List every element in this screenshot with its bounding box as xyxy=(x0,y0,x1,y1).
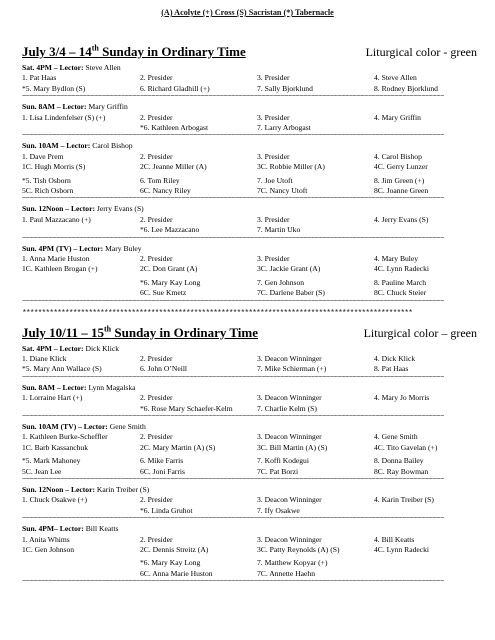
minister-cell: 7. Mike Schierman (+) xyxy=(257,364,327,374)
minister-cell: 6C. Nancy Riley xyxy=(140,186,191,195)
minister-cell: *6. Mary Kay Long xyxy=(140,277,201,287)
minister-row xyxy=(22,393,477,403)
minister-cell: 3. Presider xyxy=(257,73,290,83)
minister-cell: 2. Presider xyxy=(140,214,173,224)
lector-name: Bill Keatts xyxy=(85,524,119,534)
minister-cell: 2. Presider xyxy=(140,432,173,442)
mass-divider: ~~~~~~~~~~~~~~~~~~~~~~~~~~~~~~~~~~~~~~~~~~~~~~~~~~~~~~~~~~~~~~~~~~~~~~~~~~~~~~~~~~~~~~~~~~~~~~~~~~~~~~~~~~~~~~~ xyxy=(22,235,444,242)
minister-cell: 4C. Gerry Lunzer xyxy=(374,162,428,172)
minister-cell: 4. Karin Treiber (S) xyxy=(374,495,434,505)
minister-cell: *6. Rose Mary Schaefer-Kelm xyxy=(140,403,233,413)
minister-cell: *6. Linda Gruhot xyxy=(140,505,193,515)
minister-cell: 7. Ify Osakwe xyxy=(257,505,300,515)
sunday-heading xyxy=(22,44,477,60)
minister-row xyxy=(22,84,477,94)
minister-cell: 6. Tom Riley xyxy=(140,175,180,185)
lector-name: Mary Buley xyxy=(105,243,142,253)
minister-row xyxy=(22,152,477,162)
mass-divider: ~~~~~~~~~~~~~~~~~~~~~~~~~~~~~~~~~~~~~~~~~~~~~~~~~~~~~~~~~~~~~~~~~~~~~~~~~~~~~~~~~~~~~~~~~~~~~~~~~~~~~~~~~~~~~~~ xyxy=(22,414,444,420)
minister-cell: *5. Mary Bydlon (S) xyxy=(22,83,86,93)
minister-row xyxy=(22,456,477,466)
minister-cell: 7C. Pat Borzi xyxy=(257,466,299,476)
minister-cell: 4C. Tito Gavelan (+) xyxy=(374,442,438,452)
minister-cell: 7. Larry Arbogast xyxy=(257,123,311,132)
mass-time: Sat. 4PM – Lector: Dick Klick xyxy=(22,343,120,353)
mass-time: Sat. 4PM – Lector: Steve Allen xyxy=(22,63,121,72)
minister-cell: 1C. Hugh Morris (S) xyxy=(22,162,86,172)
minister-cell: 8. Jim Green (+) xyxy=(374,175,425,185)
minister-cell: 7C. Darlene Baber (S) xyxy=(257,288,325,298)
minister-cell: 2. Presider xyxy=(140,151,173,161)
minister-cell: 6C. Sue Kmetz xyxy=(140,288,187,298)
minister-cell: 6C. Joni Farris xyxy=(140,466,185,476)
minister-cell: 8. Rodney Bjorklund xyxy=(374,83,438,93)
minister-cell: 1C. Kathleen Brogan (+) xyxy=(22,264,98,274)
minister-cell: 6. John O’Neill xyxy=(140,364,188,374)
mass-time: Sun. 8AM – Lector: Lynn Magalska xyxy=(22,382,136,392)
minister-cell: 2. Presider xyxy=(140,534,173,544)
lector-name: Gene Smith xyxy=(109,422,146,431)
minister-cell: 3. Deacon Winninger xyxy=(257,354,322,363)
mass-time-lector xyxy=(22,204,477,214)
mass-time-lector xyxy=(22,383,477,393)
minister-row xyxy=(22,288,477,298)
minister-cell: 8. Pauline March xyxy=(374,277,427,287)
minister-cell: 3C. Bill Martin (A) (S) xyxy=(257,442,328,452)
minister-cell: 7C. Nancy Utoft xyxy=(257,186,308,195)
minister-cell: 7. Martin Uko xyxy=(257,225,301,235)
minister-cell: 2. Presider xyxy=(140,112,173,122)
minister-row xyxy=(22,354,477,364)
minister-cell: 4. Steve Allen xyxy=(374,73,417,83)
mass-time-lector xyxy=(22,244,477,254)
mass-time-lector xyxy=(22,102,477,112)
minister-row xyxy=(22,215,477,225)
minister-row xyxy=(22,225,477,235)
minister-row xyxy=(22,569,477,579)
minister-cell: 3. Presider xyxy=(257,254,290,263)
mass-time: Sun. 12Noon – Lector: Karin Treiber (S) xyxy=(22,485,150,494)
minister-row xyxy=(22,162,477,172)
minister-cell: 4. Dick Klick xyxy=(374,354,416,363)
sunday-title: July 3/4 – 14th Sunday in Ordinary Time xyxy=(22,43,246,59)
mass-time: Sun. 4PM (TV) – Lector: Mary Buley xyxy=(22,243,142,253)
mass-divider: ~~~~~~~~~~~~~~~~~~~~~~~~~~~~~~~~~~~~~~~~~~~~~~~~~~~~~~~~~~~~~~~~~~~~~~~~~~~~~~~~~~~~~~~~~~~~~~~~~~~~~~~~~~~~~~~ xyxy=(22,196,444,203)
minister-cell: 2C. Mary Martin (A) (S) xyxy=(140,442,216,452)
minister-cell: 1. Lorraine Hart (+) xyxy=(22,393,83,403)
minister-cell: 1. Pat Haas xyxy=(22,73,57,83)
minister-cell: 3. Deacon Winninger xyxy=(257,495,322,505)
minister-cell: 6C. Anna Marie Huston xyxy=(140,568,213,578)
mass-divider: ~~~~~~~~~~~~~~~~~~~~~~~~~~~~~~~~~~~~~~~~~~~~~~~~~~~~~~~~~~~~~~~~~~~~~~~~~~~~~~~~~~~~~~~~~~~~~~~~~~~~~~~~~~~~~~~ xyxy=(22,374,444,381)
minister-cell: 7. Koffi Kodegui xyxy=(257,456,309,466)
minister-cell: *5. Tish Osborn xyxy=(22,175,71,185)
minister-cell: 3C. Robbie Miller (A) xyxy=(257,162,325,172)
liturgical-color: Liturgical color – green xyxy=(363,325,477,340)
minister-cell: 3. Presider xyxy=(257,214,290,224)
minister-cell: 4. Mary Griffin xyxy=(374,112,421,122)
minister-row xyxy=(22,443,477,453)
minister-cell: 8C. Ray Bowman xyxy=(374,466,429,476)
mass-divider: ~~~~~~~~~~~~~~~~~~~~~~~~~~~~~~~~~~~~~~~~~~~~~~~~~~~~~~~~~~~~~~~~~~~~~~~~~~~~~~~~~~~~~~~~~~~~~~~~~~~~~~~~~~~~~~~ xyxy=(22,477,444,483)
minister-cell: 4. Bill Keatts xyxy=(374,534,415,544)
mass-time-lector xyxy=(22,422,477,432)
mass-time-lector xyxy=(22,344,477,354)
minister-row xyxy=(22,467,477,477)
minister-cell: *5. Mark Mahoney xyxy=(22,456,81,466)
mass-divider: ~~~~~~~~~~~~~~~~~~~~~~~~~~~~~~~~~~~~~~~~~~~~~~~~~~~~~~~~~~~~~~~~~~~~~~~~~~~~~~~~~~~~~~~~~~~~~~~~~~~~~~~~~~~~~~~ xyxy=(22,133,444,140)
mass-time-lector xyxy=(22,485,477,495)
mass-divider: ~~~~~~~~~~~~~~~~~~~~~~~~~~~~~~~~~~~~~~~~~~~~~~~~~~~~~~~~~~~~~~~~~~~~~~~~~~~~~~~~~~~~~~~~~~~~~~~~~~~~~~~~~~~~~~~ xyxy=(22,579,444,586)
lector-name: Karin Treiber (S) xyxy=(96,485,150,494)
mass-time: Sun. 12Noon – Lector: Jerry Evans (S) xyxy=(22,204,144,214)
minister-cell: 5C. Jean Lee xyxy=(22,466,62,476)
minister-cell: 1. Anita Whims xyxy=(22,534,70,544)
minister-cell: 1. Lisa Lindenfelser (S) (+) xyxy=(22,112,106,122)
minister-cell: 2. Presider xyxy=(140,393,173,403)
role-legend: (A) Acolyte (+) Cross (S) Sacristan (*) Tabernacle xyxy=(161,8,334,17)
minister-cell: 1. Chuck Osakwe (+) xyxy=(22,495,88,505)
minister-row xyxy=(22,506,477,516)
minister-cell: 4C. Lynn Radecki xyxy=(374,264,430,274)
minister-cell: 3. Presider xyxy=(257,112,290,122)
minister-cell: 3. Deacon Winninger xyxy=(257,432,322,442)
mass-divider: ~~~~~~~~~~~~~~~~~~~~~~~~~~~~~~~~~~~~~~~~~~~~~~~~~~~~~~~~~~~~~~~~~~~~~~~~~~~~~~~~~~~~~~~~~~~~~~~~~~~~~~~~~~~~~~~ xyxy=(22,94,444,101)
minister-cell: 7. Sally Bjorklund xyxy=(257,83,313,93)
lector-name: Carol Bishop xyxy=(92,141,133,151)
minister-row xyxy=(22,404,477,414)
minister-cell: 8C. Joanne Green xyxy=(374,186,429,195)
minister-cell: 2. Presider xyxy=(140,495,173,505)
minister-cell: 7C. Annette Haehn xyxy=(257,568,315,578)
ordinal-suffix: th xyxy=(91,43,99,53)
minister-cell: 2C. Dennis Streitz (A) xyxy=(140,545,209,554)
minister-cell: 4C. Lynn Radecki xyxy=(374,545,430,554)
minister-row xyxy=(22,545,477,555)
minister-row xyxy=(22,254,477,264)
mass-time-lector xyxy=(22,141,477,151)
sunday-heading xyxy=(22,325,477,341)
minister-cell: 1. Kathleen Burke-Scheffler xyxy=(22,432,108,442)
minister-cell: 4. Carol Bishop xyxy=(374,151,422,161)
minister-cell: 1. Anna Marie Huston xyxy=(22,254,90,263)
minister-cell: 2C. Jeanne Miller (A) xyxy=(140,162,207,172)
mass-time: Sun. 4PM– Lector: Bill Keatts xyxy=(22,524,119,534)
mass-time-lector xyxy=(22,63,477,73)
minister-cell: 4. Gene Smith xyxy=(374,432,418,442)
minister-row xyxy=(22,176,477,186)
minister-row xyxy=(22,364,477,374)
minister-row xyxy=(22,432,477,442)
minister-cell: 7. Charlie Kelm (S) xyxy=(257,403,317,413)
minister-cell: *6. Kathleen Arbogast xyxy=(140,123,209,132)
minister-cell: 3C. Jackie Grant (A) xyxy=(257,264,321,274)
minister-row xyxy=(22,558,477,568)
minister-cell: 7. Joe Utoft xyxy=(257,175,293,185)
minister-cell: 5C. Rich Osborn xyxy=(22,186,74,195)
minister-cell: 1C. Barb Kassanchuk xyxy=(22,442,89,452)
minister-cell: 1. Diane Klick xyxy=(22,354,67,363)
minister-cell: *6. Mary Kay Long xyxy=(140,558,201,568)
minister-cell: 2. Presider xyxy=(140,354,173,363)
minister-cell: 8C. Chuck Steier xyxy=(374,288,427,298)
minister-row xyxy=(22,113,477,123)
lector-name: Jerry Evans (S) xyxy=(96,204,144,214)
minister-row xyxy=(22,73,477,83)
minister-cell: 7. Gen Johnson xyxy=(257,277,305,287)
minister-cell: 4. Mary Jo Morris xyxy=(374,393,430,403)
minister-cell: *5. Mary Ann Wallace (S) xyxy=(22,364,102,374)
mass-time: Sun. 10AM – Lector: Carol Bishop xyxy=(22,141,133,151)
minister-cell: 3C. Patty Reynolds (A) (S) xyxy=(257,545,340,554)
minister-cell: *6. Lee Mazzacano xyxy=(140,225,200,235)
mass-time: Sun. 10AM (TV) – Lector: Gene Smith xyxy=(22,422,146,431)
mass-divider: ~~~~~~~~~~~~~~~~~~~~~~~~~~~~~~~~~~~~~~~~~~~~~~~~~~~~~~~~~~~~~~~~~~~~~~~~~~~~~~~~~~~~~~~~~~~~~~~~~~~~~~~~~~~~~~~ xyxy=(22,516,444,523)
lector-name: Dick Klick xyxy=(85,343,120,353)
sunday-title: July 10/11 – 15th Sunday in Ordinary Time xyxy=(22,324,259,340)
minister-cell: 3. Deacon Winninger xyxy=(257,534,322,544)
minister-cell: 1C. Gen Johnson xyxy=(22,545,75,554)
minister-cell: 8. Pat Haas xyxy=(374,364,409,374)
minister-row xyxy=(22,264,477,274)
minister-cell: 6. Richard Gladhill (+) xyxy=(140,83,210,93)
mass-divider: ~~~~~~~~~~~~~~~~~~~~~~~~~~~~~~~~~~~~~~~~~~~~~~~~~~~~~~~~~~~~~~~~~~~~~~~~~~~~~~~~~~~~~~~~~~~~~~~~~~~~~~~~~~~~~~~ xyxy=(22,298,444,305)
minister-row xyxy=(22,186,477,196)
ordinal-suffix: th xyxy=(104,324,112,334)
liturgical-color: Liturgical color - green xyxy=(365,45,477,59)
section-divider: **************************************************************************************************** xyxy=(22,308,413,318)
mass-time: Sun. 8AM – Lector: Mary Griffin xyxy=(22,102,128,112)
minister-cell: 2C. Don Grant (A) xyxy=(140,264,198,274)
minister-cell: 4. Mary Buley xyxy=(374,254,419,263)
minister-row xyxy=(22,495,477,505)
minister-row xyxy=(22,123,477,133)
minister-cell: 2. Presider xyxy=(140,254,173,263)
minister-cell: 4. Jerry Evans (S) xyxy=(374,214,429,224)
minister-cell: 3. Deacon Winninger xyxy=(257,393,322,403)
minister-cell: 8. Donna Bailey xyxy=(374,456,424,466)
minister-cell: 2. Presider xyxy=(140,73,173,83)
lector-name: Steve Allen xyxy=(85,63,121,72)
minister-row xyxy=(22,278,477,288)
minister-cell: 6. Mike Farris xyxy=(140,456,184,466)
lector-name: Lynn Magalska xyxy=(88,382,136,392)
minister-cell: 3. Presider xyxy=(257,151,290,161)
minister-cell: 1. Dave Prem xyxy=(22,151,64,161)
lector-name: Mary Griffin xyxy=(88,102,128,112)
minister-row xyxy=(22,535,477,545)
minister-cell: 7. Matthew Kopyar (+) xyxy=(257,558,328,568)
mass-time-lector xyxy=(22,524,477,534)
minister-cell: 1. Paul Mazzacano (+) xyxy=(22,214,91,224)
